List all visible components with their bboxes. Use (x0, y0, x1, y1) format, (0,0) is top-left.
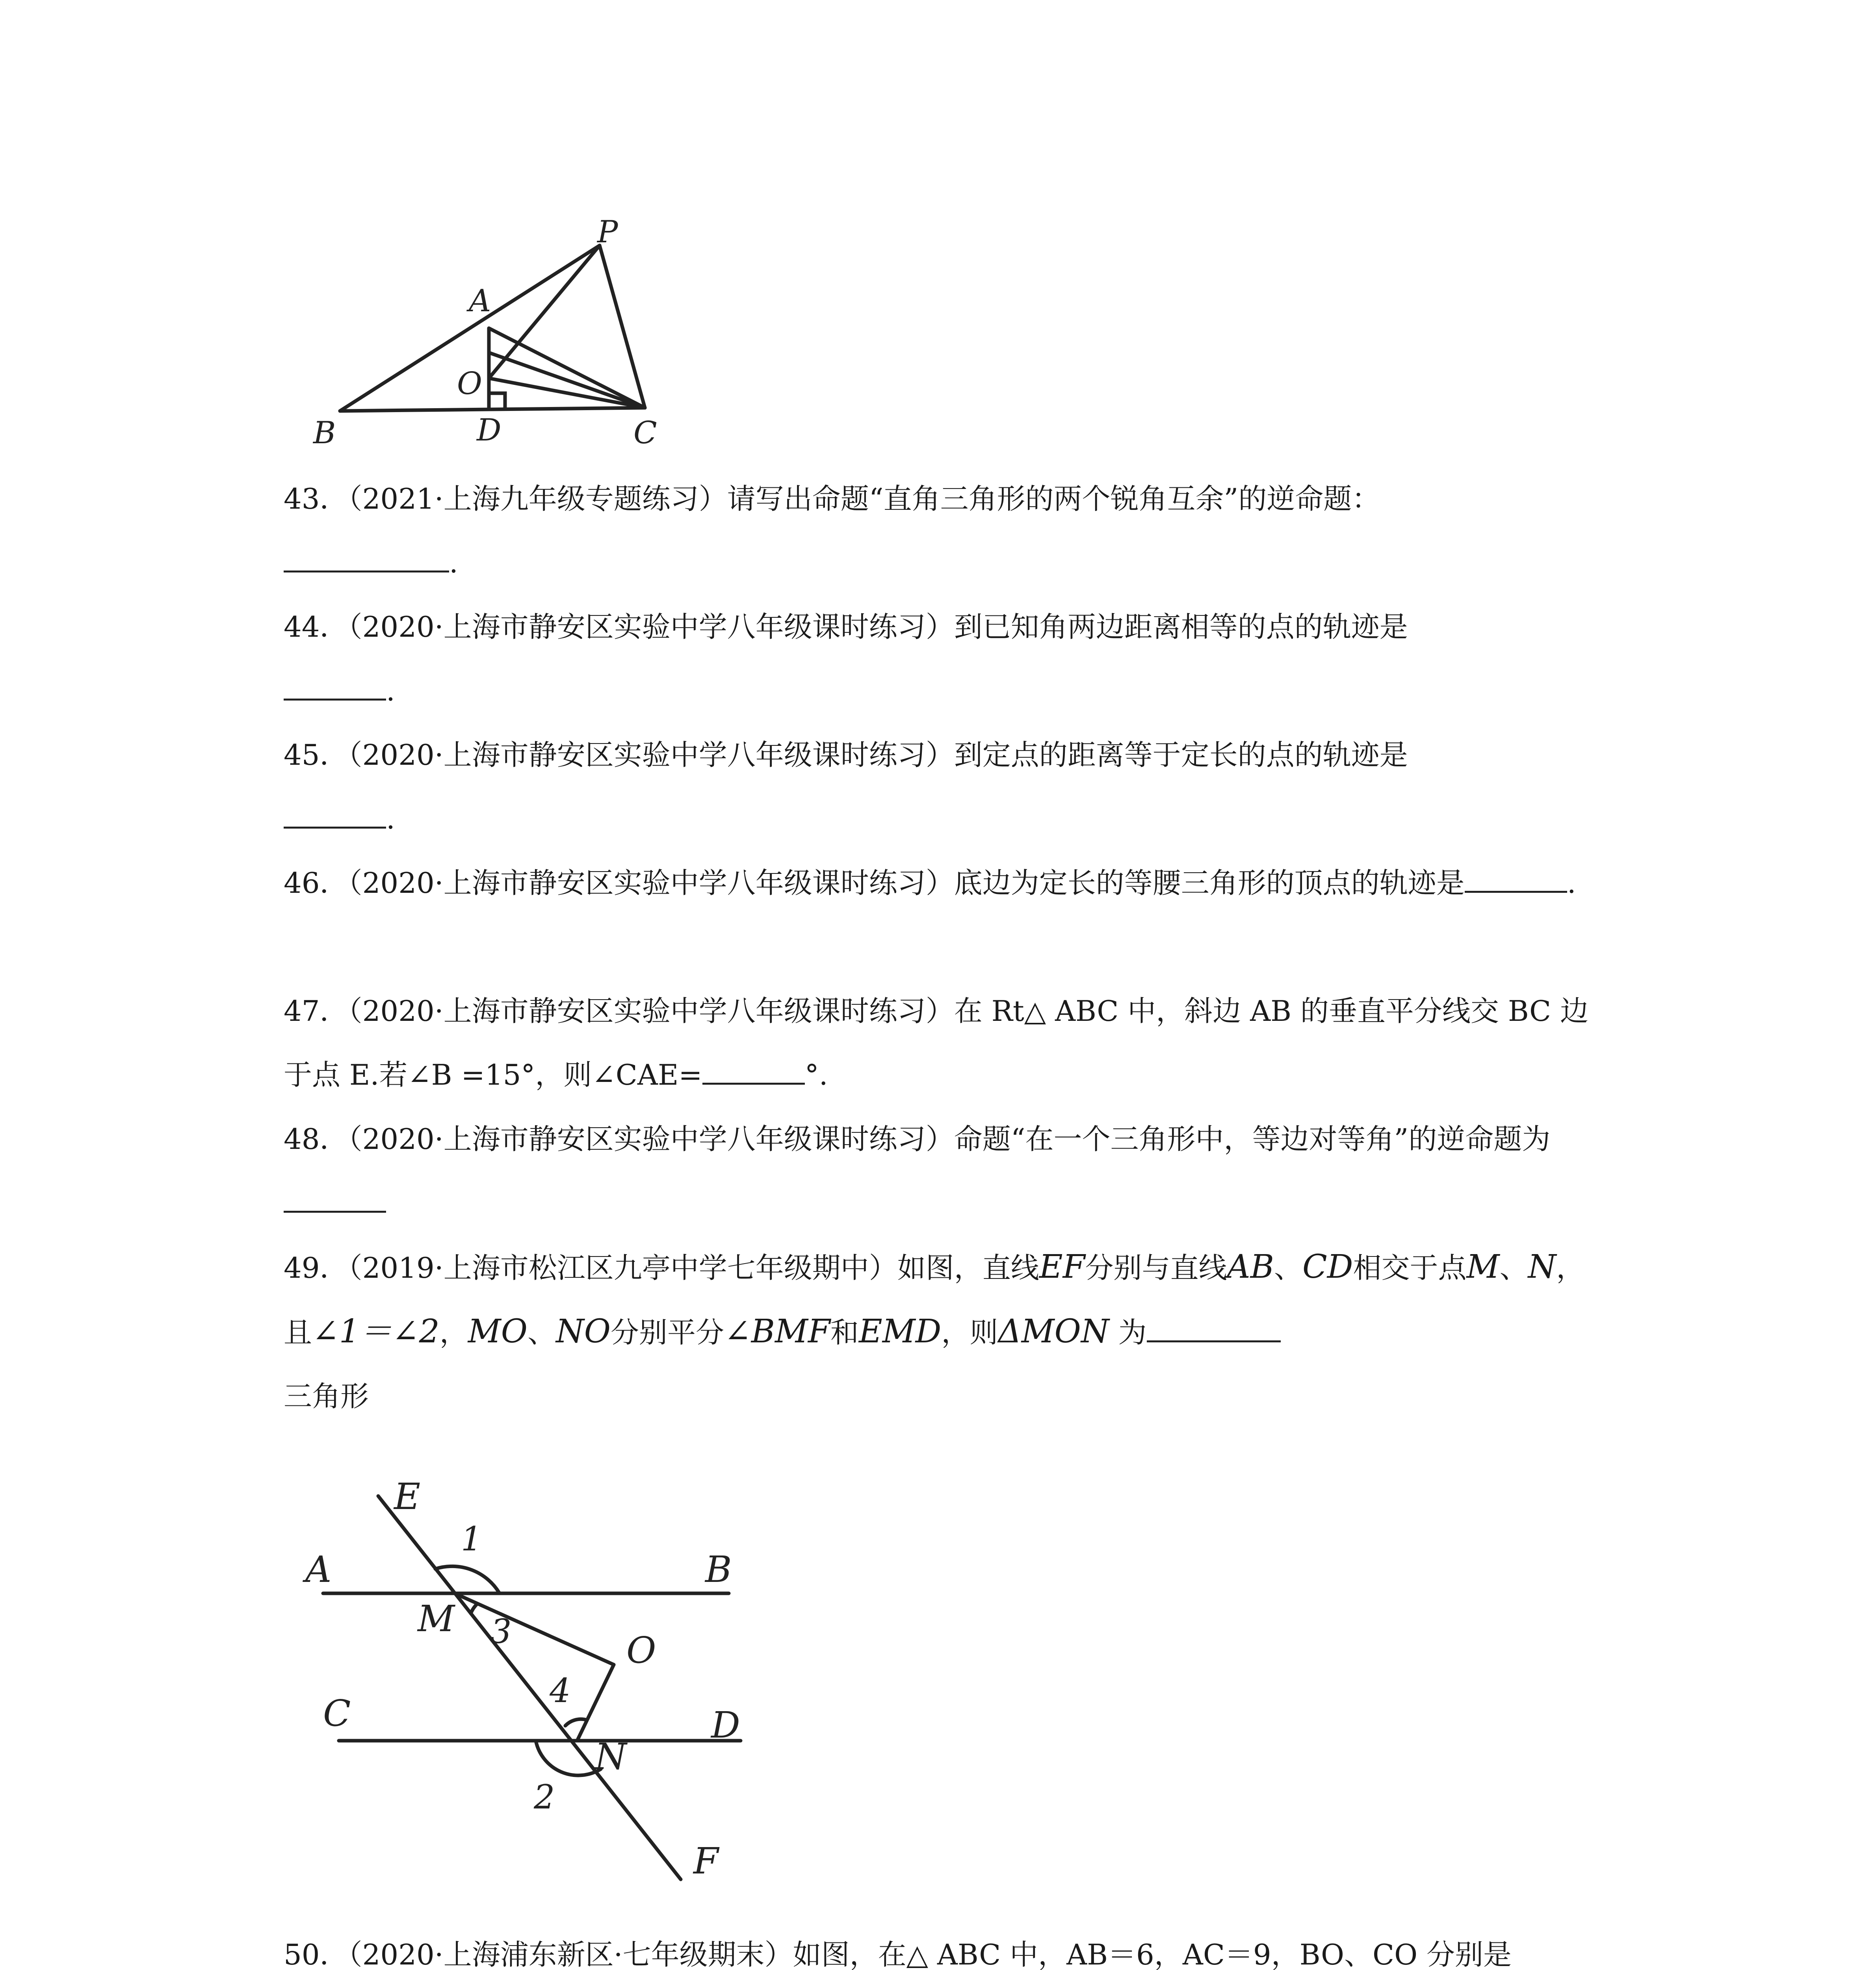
math-mo: MO (468, 1313, 528, 1350)
label-angle-4: 4 (550, 1671, 571, 1710)
label-a2: A (305, 1548, 332, 1591)
question-44-text: 44．（2020·上海市静安区实验中学八年级课时练习）到已知角两边距离相等的点的轨迹是 (284, 610, 1408, 643)
figure-parallel-lines (0, 1418, 1876, 1911)
math-n: N (1528, 1248, 1557, 1286)
label-angle-3: 3 (490, 1612, 512, 1651)
label-d: D (477, 413, 502, 448)
question-50 (284, 1923, 1596, 1970)
segment-bc (340, 408, 645, 411)
label-p: P (597, 214, 618, 250)
question-43-period: . (449, 546, 458, 579)
question-49-suffix: 三角形 (284, 1380, 369, 1413)
label-o: O (457, 366, 482, 401)
question-45-period: . (386, 802, 395, 835)
label-e: E (394, 1476, 421, 1518)
label-b: B (313, 415, 336, 451)
label-n: N (595, 1736, 627, 1778)
question-49 (284, 1235, 1596, 1428)
figure-triangle-bpc (0, 0, 1876, 473)
label-m: M (418, 1598, 455, 1640)
label-o2: O (626, 1629, 656, 1671)
question-43-text: 43．（2021·上海九年级专题练习）请写出命题“直角三角形的两个锐角互余”的逆命题： (284, 482, 1380, 515)
math-emd: EMD (858, 1313, 942, 1350)
question-49-t11: 为 (1118, 1316, 1147, 1349)
math-angle-bmf: ∠BMF (724, 1313, 830, 1350)
math-ef: EF (1039, 1248, 1085, 1286)
math-angle-equality: ∠1＝∠2 (312, 1313, 440, 1350)
question-47 (284, 979, 1596, 1107)
angle-3-arc (471, 1604, 477, 1613)
question-48 (284, 1107, 1596, 1235)
question-45 (284, 723, 1596, 851)
question-49-t3: 相交于点 (1353, 1251, 1467, 1284)
question-44 (284, 595, 1596, 723)
answer-blank-46[interactable] (1465, 866, 1567, 893)
question-43 (284, 467, 1596, 595)
question-49-t7: 、 (527, 1316, 556, 1349)
question-49-prefix: 49．（2019·上海市松江区九亭中学七年级期中）如图，直线 (284, 1251, 1039, 1284)
question-49-t9: 和 (830, 1316, 859, 1349)
segment-o-upper-c (489, 353, 645, 408)
question-44-period: . (386, 674, 395, 707)
segment-pc (600, 245, 645, 408)
question-49-t10: ，则 (941, 1316, 998, 1349)
answer-blank-49[interactable] (1147, 1315, 1281, 1342)
segment-oc (489, 378, 645, 408)
answer-blank-43[interactable] (284, 545, 449, 572)
math-cd: CD (1302, 1248, 1353, 1286)
math-m: M (1466, 1248, 1500, 1286)
question-49-t5: ，且 (284, 1251, 1585, 1349)
right-angle-mark (489, 393, 505, 409)
question-49-t2: 、 (1274, 1251, 1303, 1284)
question-49-t1: 分别与直线 (1085, 1251, 1227, 1284)
math-triangle-mon: ΔMON (998, 1313, 1109, 1350)
question-49-t8: 分别平分 (610, 1316, 724, 1349)
question-50-text: 50．（2020·上海浦东新区·七年级期末）如图，在△ ABC 中，AB＝6，AC＝9，BO、CO 分别是 (284, 1938, 1512, 1970)
math-no: NO (556, 1313, 611, 1350)
segment-no (577, 1665, 614, 1741)
label-angle-1: 1 (461, 1520, 482, 1558)
label-c2: C (323, 1692, 351, 1734)
question-49-t6: ， (439, 1316, 468, 1349)
label-angle-2: 2 (534, 1778, 555, 1816)
question-47-degree: °. (804, 1058, 828, 1091)
question-49-t4: 、 (1499, 1251, 1528, 1284)
label-b2: B (705, 1548, 732, 1591)
label-c: C (633, 415, 657, 451)
label-f: F (693, 1840, 719, 1882)
answer-blank-44[interactable] (284, 673, 386, 701)
question-46-text: 46．（2020·上海市静安区实验中学八年级课时练习）底边为定长的等腰三角形的顶点的轨迹是 (284, 866, 1465, 900)
question-46 (284, 851, 1596, 915)
answer-blank-47[interactable] (702, 1057, 805, 1085)
label-d2: D (711, 1704, 740, 1746)
question-46-period: . (1567, 866, 1576, 900)
question-47-text: 47．（2020·上海市静安区实验中学八年级课时练习）在 Rt△ ABC 中，斜边 AB 的垂直平分线交 BC 边于点 E.若∠B =15°，则∠CAE= (284, 994, 1589, 1091)
label-a: A (469, 283, 491, 319)
segment-ac (489, 328, 645, 408)
question-48-text: 48．（2020·上海市静安区实验中学八年级课时练习）命题“在一个三角形中，等边对等角”的逆命题为 (284, 1123, 1551, 1156)
answer-blank-48[interactable] (284, 1186, 386, 1213)
line-ef (378, 1496, 681, 1879)
question-45-text: 45．（2020·上海市静安区实验中学八年级课时练习）到定点的距离等于定长的点的轨迹是 (284, 738, 1408, 771)
math-ab: AB (1227, 1248, 1274, 1286)
angle-2-arc (536, 1741, 601, 1775)
answer-blank-45[interactable] (284, 801, 386, 829)
